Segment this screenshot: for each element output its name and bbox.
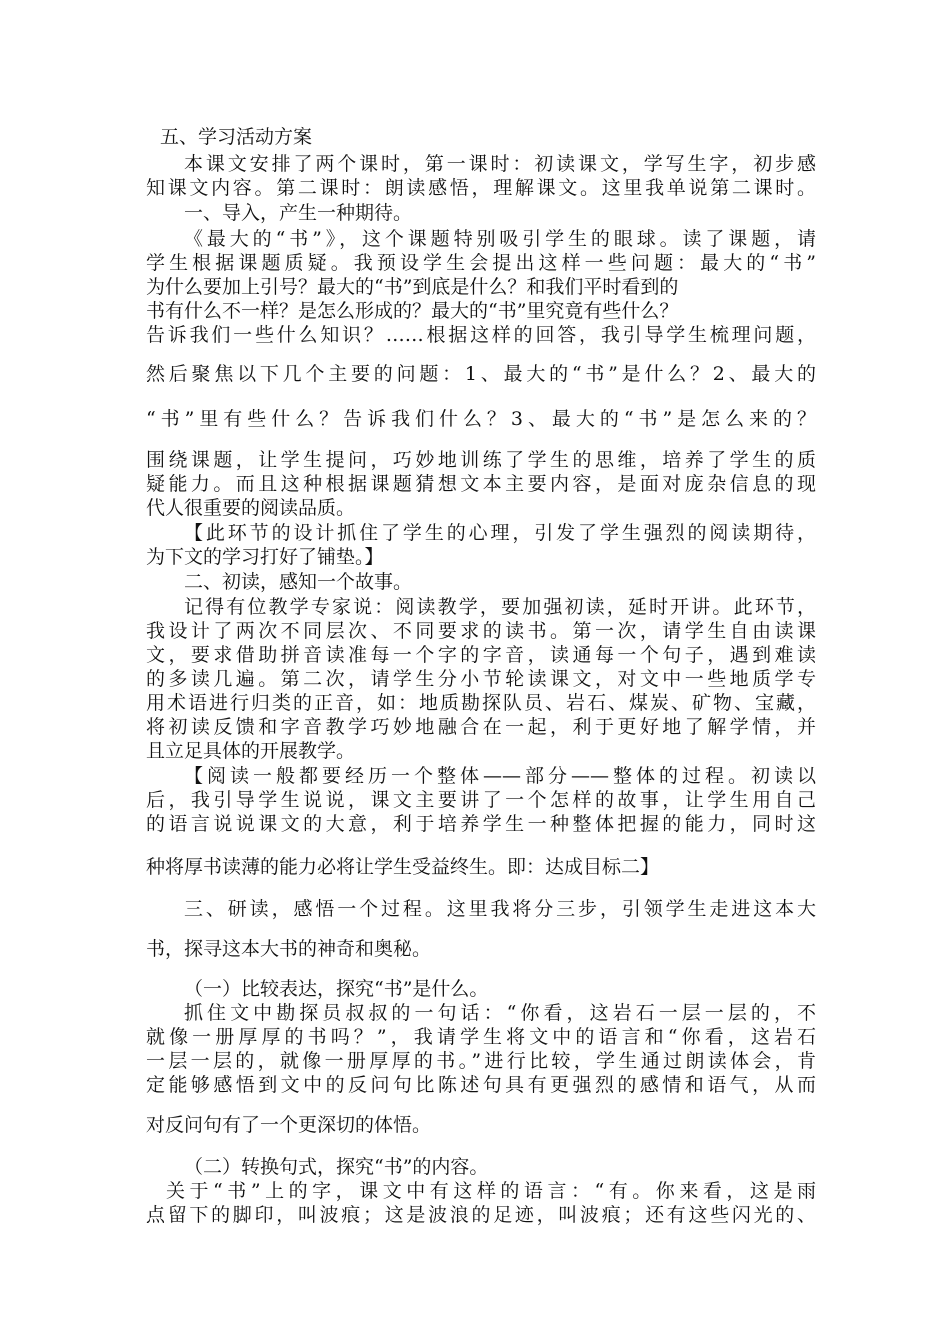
body-line: 的语言说说课文的大意，利于培养学生一种整体把握的能力，同时这 bbox=[146, 813, 816, 835]
body-line: 对反问句有了一个更深切的体悟。 bbox=[146, 1114, 432, 1136]
body-line: 为下文的学习打好了铺垫。】 bbox=[146, 546, 384, 568]
body-line: 我设计了两次不同层次、不同要求的读书。第一次，请学生自由读课 bbox=[146, 620, 816, 642]
body-line: 【阅读一般都要经历一个整体——部分——整体的过程。初读以 bbox=[184, 765, 816, 787]
body-line: （一）比较表达，探究“书”是什么。 bbox=[184, 978, 489, 1000]
body-line: 《最大的“书”》，这个课题特别吸引学生的眼球。读了课题，请 bbox=[184, 228, 816, 250]
body-line: （二）转换句式，探究“书”的内容。 bbox=[184, 1156, 489, 1178]
body-line: 书有什么不一样？是怎么形成的？最大的“书”里究竟有些什么？ bbox=[146, 300, 679, 322]
body-line: 一层一层的，就像一册厚厚的书。”进行比较，学生通过朗读体会，肯 bbox=[146, 1050, 816, 1072]
body-line: 一、导入，产生一种期待。 bbox=[184, 202, 413, 224]
body-line: 知课文内容。第二课时：朗读感悟，理解课文。这里我单说第二课时。 bbox=[146, 177, 816, 199]
body-line: 点留下的脚印，叫波痕；这是波浪的足迹，叫波痕；还有这些闪光的、 bbox=[146, 1204, 816, 1226]
body-line: 书，探寻这本大书的神奇和奥秘。 bbox=[146, 938, 432, 960]
body-line: 且立足具体的开展教学。 bbox=[146, 740, 356, 762]
body-line: 【此环节的设计抓住了学生的心理，引发了学生强烈的阅读期待， bbox=[184, 522, 816, 544]
section-heading: 五、学习活动方案 bbox=[160, 126, 313, 148]
body-line: 代人很重要的阅读品质。 bbox=[146, 497, 356, 519]
body-line: 种将厚书读薄的能力必将让学生受益终生。即：达成目标二】 bbox=[146, 856, 660, 878]
body-line: 将初读反馈和字音教学巧妙地融合在一起，利于更好地了解学情，并 bbox=[146, 716, 816, 738]
body-line: 三、研读，感悟一个过程。这里我将分三步，引领学生走进这本大 bbox=[184, 898, 816, 920]
body-line: 记得有位教学专家说：阅读教学，要加强初读，延时开讲。此环节， bbox=[184, 596, 816, 618]
body-line: 为什么要加上引号？最大的“书”到底是什么？和我们平时看到的 bbox=[146, 276, 679, 298]
body-line: 本课文安排了两个课时，第一课时：初读课文，学写生字，初步感 bbox=[184, 153, 816, 175]
body-line: 疑能力。而且这种根据课题猜想文本主要内容，是面对庞杂信息的现 bbox=[146, 473, 816, 495]
body-line: 学生根据课题质疑。我预设学生会提出这样一些问题：最大的“书” bbox=[146, 252, 816, 274]
body-line: 后，我引导学生说说，课文主要讲了一个怎样的故事，让学生用自己 bbox=[146, 789, 816, 811]
body-line: 告诉我们一些什么知识？……根据这样的回答，我引导学生梳理问题， bbox=[146, 324, 816, 346]
body-line: 定能够感悟到文中的反问句比陈述句具有更强烈的感情和语气，从而 bbox=[146, 1074, 816, 1096]
body-line: 关于“书”上的字，课文中有这样的语言：“有。你来看，这是雨 bbox=[166, 1180, 816, 1202]
body-line: 然后聚焦以下几个主要的问题：1、最大的“书”是什么？2、最大的 bbox=[146, 363, 816, 385]
body-line: 用术语进行归类的正音，如：地质勘探队员、岩石、煤炭、矿物、宝藏， bbox=[146, 692, 816, 714]
body-line: 围绕课题，让学生提问，巧妙地训练了学生的思维，培养了学生的质 bbox=[146, 449, 816, 471]
body-line: 的多读几遍。第二次，请学生分小节轮读课文，对文中一些地质学专 bbox=[146, 668, 816, 690]
body-line: 抓住文中勘探员叔叔的一句话：“你看，这岩石一层一层的，不 bbox=[184, 1002, 816, 1024]
body-line: 二、初读，感知一个故事。 bbox=[184, 571, 413, 593]
body-line: 文，要求借助拼音读准每一个字的字音，读通每一个句子，遇到难读 bbox=[146, 644, 816, 666]
body-line: 就像一册厚厚的书吗？”，我请学生将文中的语言和“你看，这岩石 bbox=[146, 1026, 816, 1048]
body-line: “书”里有些什么？告诉我们什么？3、最大的“书”是怎么来的？ bbox=[146, 408, 816, 430]
